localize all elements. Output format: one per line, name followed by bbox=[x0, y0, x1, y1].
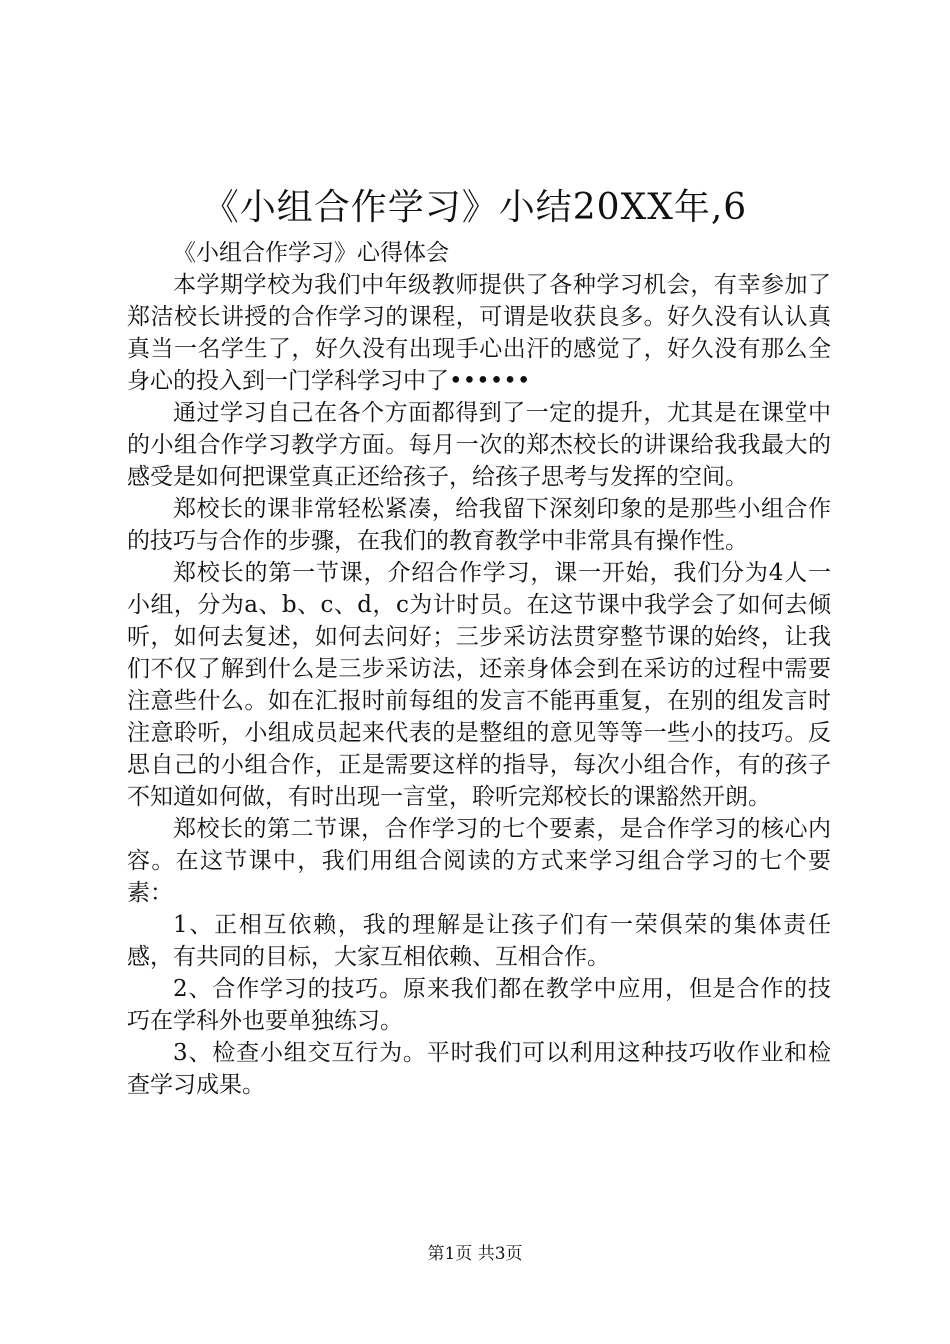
page-number: 第1页 共3页 bbox=[427, 1244, 523, 1264]
document-title: 《小组合作学习》小结20XX年,6 bbox=[202, 187, 748, 228]
paragraph: 郑校长的第二节课，合作学习的七个要素，是合作学习的核心内容。在这节课中，我们用组合阅读的方式来学习组合学习的七个要素： bbox=[127, 816, 831, 906]
paragraph-subtitle: 《小组合作学习》心得体会 bbox=[173, 240, 449, 266]
paragraph: 本学期学校为我们中年级教师提供了各种学习机会，有幸参加了郑洁校长讲授的合作学习的课程，可谓是收获良多。好久没有认认真真当一名学生了，好久没有出现手心出汗的感觉了，好久没有那么全身心的投入到一门学科学习中了•••••• bbox=[127, 272, 831, 394]
list-item: 3、检查小组交互行为。平时我们可以利用这种技巧收作业和检查学习成果。 bbox=[127, 1040, 831, 1098]
paragraph: 通过学习自己在各个方面都得到了一定的提升，尤其是在课堂中的小组合作学习教学方面。每月一次的郑杰校长的讲课给我我最大的感受是如何把课堂真正还给孩子，给孩子思考与发挥的空间。 bbox=[127, 400, 831, 490]
list-item: 1、正相互依赖，我的理解是让孩子们有一荣俱荣的集体责任感，有共同的目标，大家互相依赖、互相合作。 bbox=[127, 912, 831, 970]
paragraph: 郑校长的第一节课，介绍合作学习，课一开始，我们分为4人一小组，分为a、b、c、d，c为计时员。在这节课中我学会了如何去倾听，如何去复述，如何去问好；三步采访法贯穿整节课的始终，让我们不仅了解到什么是三步采访法，还亲身体会到在采访的过程中需要注意些什么。如在汇报时前每组的发言不能再重复，在别的组发言时注意聆听，小组成员起来代表的是整组的意见等等一些小的技巧。反思自己的小组合作，正是需要这样的指导，每次小组合作，有的孩子不知道如何做，有时出现一言堂，聆听完郑校长的课豁然开朗。 bbox=[127, 560, 831, 810]
paragraph: 郑校长的课非常轻松紧凑，给我留下深刻印象的是那些小组合作的技巧与合作的步骤，在我们的教育教学中非常具有操作性。 bbox=[127, 496, 831, 554]
list-item: 2、合作学习的技巧。原来我们都在教学中应用，但是合作的技巧在学科外也要单独练习。 bbox=[127, 976, 831, 1034]
document-body bbox=[127, 237, 831, 1101]
